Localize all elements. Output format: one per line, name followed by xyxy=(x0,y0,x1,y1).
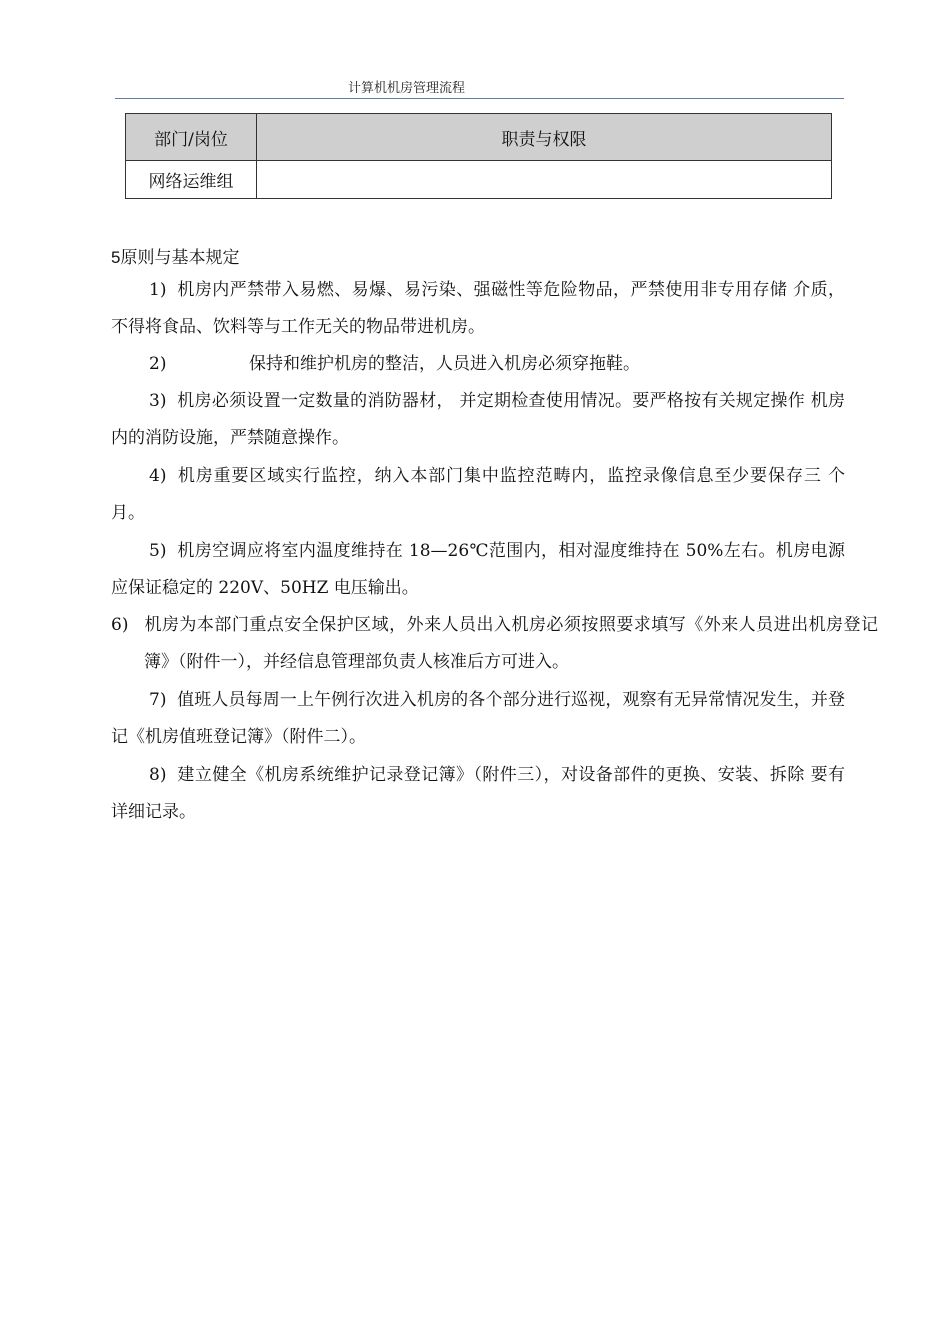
list-item-text: 机房重要区域实行监控，纳入本部门集中监控范畴内，监控录像信息至少要保存三 个月。 xyxy=(111,466,845,523)
list-item-text: 机房为本部门重点安全保护区域，外来人员出入机房必须按照要求填写《外来人员进出机房登记簿》（附件一），并经信息管理部负责人核准后方可进入。 xyxy=(144,615,878,672)
list-item-8 xyxy=(111,757,845,831)
section-title: 原则与基本规定 xyxy=(120,248,240,268)
list-item-number: 2) xyxy=(149,354,167,374)
list-item-number: 4) xyxy=(149,466,167,486)
table-cell-responsibility xyxy=(257,161,832,199)
list-item-7 xyxy=(111,682,845,756)
section-number: 5 xyxy=(111,248,121,267)
table-header-row xyxy=(126,114,832,161)
page-header xyxy=(115,74,844,99)
table-header-department: 部门/岗位 xyxy=(126,114,257,161)
table-row xyxy=(126,161,832,199)
list-item-number: 7) xyxy=(149,690,167,710)
list-item-number: 5) xyxy=(149,541,167,561)
responsibility-table xyxy=(125,113,832,199)
list-item-number: 6) xyxy=(111,615,129,635)
list-item-3 xyxy=(111,383,845,457)
list-item-text: 保持和维护机房的整洁，人员进入机房必须穿拖鞋。 xyxy=(249,354,640,374)
list-item-2 xyxy=(111,346,845,383)
list-item-number: 8) xyxy=(149,765,167,785)
table-cell-department: 网络运维组 xyxy=(126,161,257,199)
list-item-number: 1) xyxy=(149,280,167,300)
list-item-number: 3) xyxy=(149,391,167,411)
list-item-4 xyxy=(111,458,845,532)
list-item-text: 值班人员每周一上午例行次进入机房的各个部分进行巡视，观察有无异常情况发生，并登记《机房值班登记簿》（附件二）。 xyxy=(111,690,845,747)
list-item-6 xyxy=(111,607,878,681)
list-item-text: 机房必须设置一定数量的消防器材， 并定期检查使用情况。要严格按有关规定操作 机房内的消防设施，严禁随意操作。 xyxy=(111,391,845,448)
list-item-text: 建立健全《机房系统维护记录登记簿》（附件三），对设备部件的更换、安装、拆除 要有详细记录。 xyxy=(111,765,845,822)
section-heading xyxy=(111,243,239,268)
list-item-5 xyxy=(111,533,845,607)
list-item-text: 机房空调应将室内温度维持在 18—26℃范围内，相对湿度维持在 50%左右。机房电源应保证稳定的 220V、50HZ 电压输出。 xyxy=(111,541,845,598)
list-item-text: 机房内严禁带入易燃、易爆、易污染、强磁性等危险物品，严禁使用非专用存储 介质，不得将食品、饮料等与工作无关的物品带进机房。 xyxy=(111,280,845,337)
table-header-responsibility: 职责与权限 xyxy=(257,114,832,161)
page-header-title: 计算机机房管理流程 xyxy=(348,81,466,96)
list-item-1 xyxy=(111,272,845,346)
